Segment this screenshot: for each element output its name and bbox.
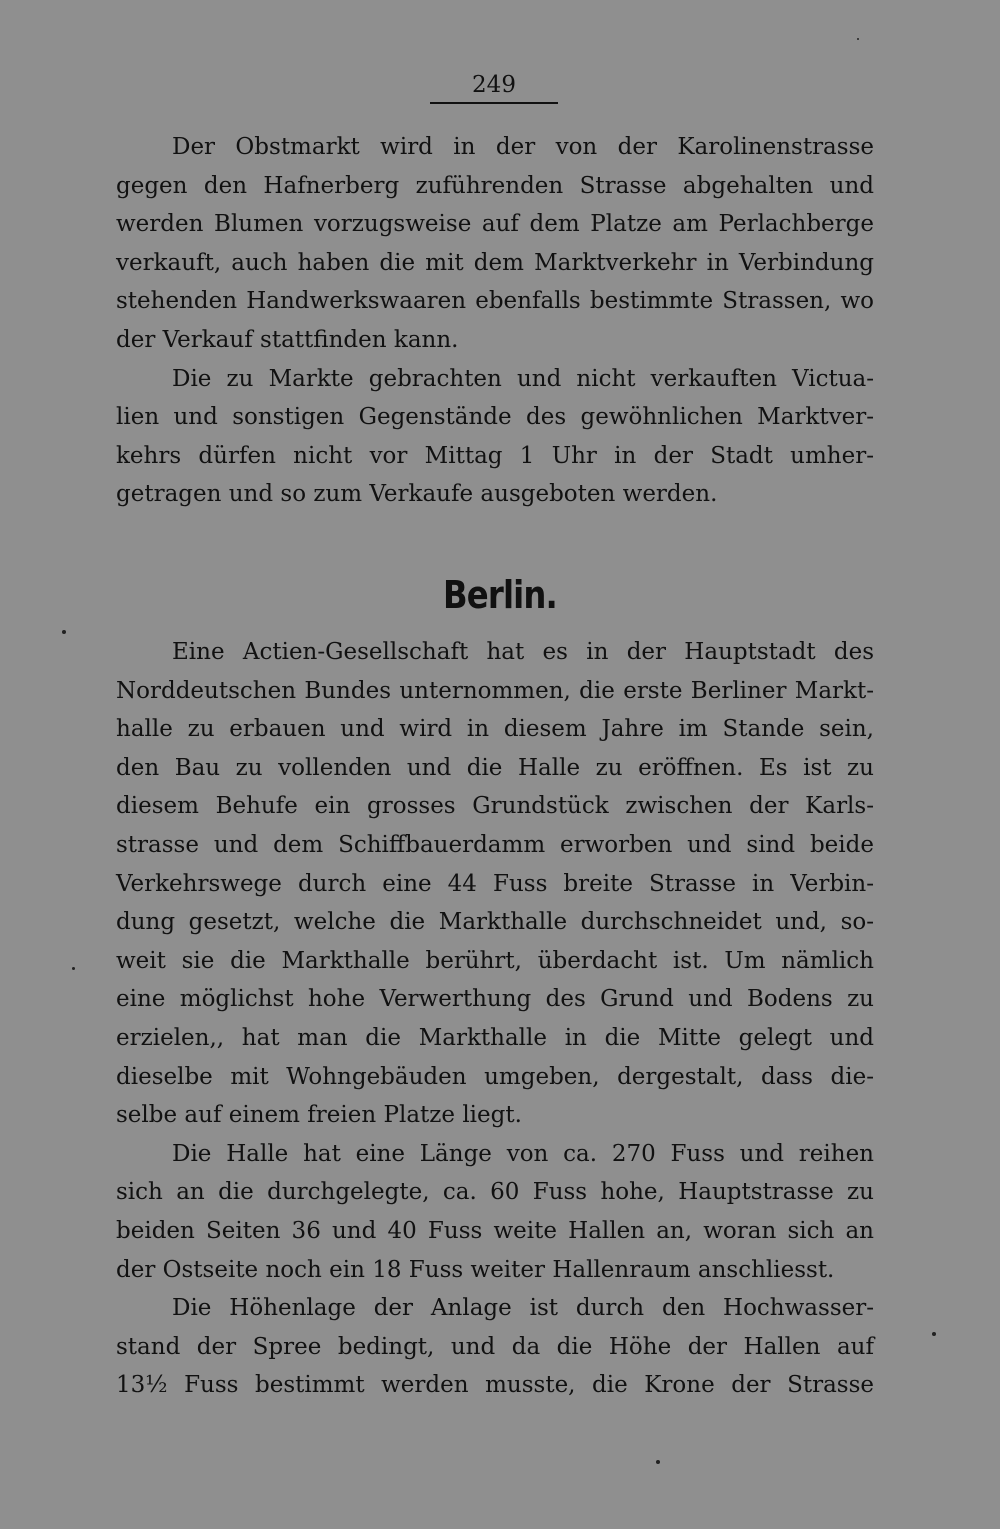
text-line: selbe auf einem freien Platze liegt. [116,1102,522,1129]
text-line: kehrs dürfen nicht vor Mittag 1 Uhr in der Stadt umher- [116,442,874,469]
text-line: stand der Spree bedingt, und da die Höhe der Hallen auf [116,1333,874,1360]
print-speck [656,1460,660,1464]
text-line: Eine Actien-Gesellschaft hat es in der Hauptstadt des [172,639,874,665]
page-number: 249 [430,70,558,104]
text-line: Die Höhenlage der Anlage ist durch den Hochwasser- [172,1295,874,1322]
text-line: Norddeutschen Bundes unternommen, die erste Berliner Markt- [116,677,874,704]
text-line: stehenden Handwerkswaaren ebenfalls bestimmte Strassen, wo [116,288,874,315]
text-line: dieselbe mit Wohngebäuden umgeben, dergestalt, dass die- [116,1063,874,1090]
text-line: erzielen,, hat man die Markthalle in die Mitte gelegt und [116,1024,874,1051]
text-line: sich an die durchgelegte, ca. 60 Fuss hohe, Hauptstrasse zu [116,1179,874,1206]
text-line: gegen den Hafnerberg zuführenden Strasse abgehalten und [116,172,874,199]
print-speck [72,967,75,970]
text-line: der Verkauf stattfinden kann. [116,326,459,353]
section-augsburg-text [116,128,874,514]
text-line: Verkehrswege durch eine 44 Fuss breite Strasse in Verbin- [116,870,874,897]
section-heading: Berlin. [443,573,557,617]
text-line: 13½ Fuss bestimmt werden musste, die Krone der Strasse [116,1372,874,1399]
print-speck [857,38,859,40]
text-line: lien und sonstigen Gegenstände des gewöhnlichen Marktver- [116,404,874,431]
text-line: eine möglichst hohe Verwerthung des Grund und Bodens zu [116,986,874,1013]
text-line: den Bau zu vollenden und die Halle zu eröffnen. Es ist zu [116,754,874,781]
print-speck [932,1332,936,1336]
text-line: beiden Seiten 36 und 40 Fuss weite Hallen an, woran sich an [116,1217,874,1244]
text-line: der Ostseite noch ein 18 Fuss weiter Hallenraum anschliesst. [116,1256,835,1283]
text-line: dung gesetzt, welche die Markthalle durchschneidet und, so- [116,909,874,936]
text-line: getragen und so zum Verkaufe ausgeboten werden. [116,481,718,508]
text-line: Die Halle hat eine Länge von ca. 270 Fuss und reihen [172,1140,874,1167]
text-line: werden Blumen vorzugsweise auf dem Platze am Perlachberge [116,211,874,238]
section-berlin-text [116,633,874,1405]
text-line: strasse und dem Schiffbauerdamm erworben und sind beide [116,831,874,858]
text-line: diesem Behufe ein grosses Grundstück zwischen der Karls- [116,793,874,820]
text-line: verkauft, auch haben die mit dem Marktverkehr in Verbindung [116,249,874,276]
text-line: Die zu Markte gebrachten und nicht verkauften Victua- [172,365,874,392]
text-line: weit sie die Markthalle berührt, überdacht ist. Um nämlich [116,947,874,974]
print-speck [62,630,66,634]
text-line: Der Obstmarkt wird in der von der Karolinenstrasse [172,134,874,160]
text-line: halle zu erbauen und wird in diesem Jahre im Stande sein, [116,716,874,743]
